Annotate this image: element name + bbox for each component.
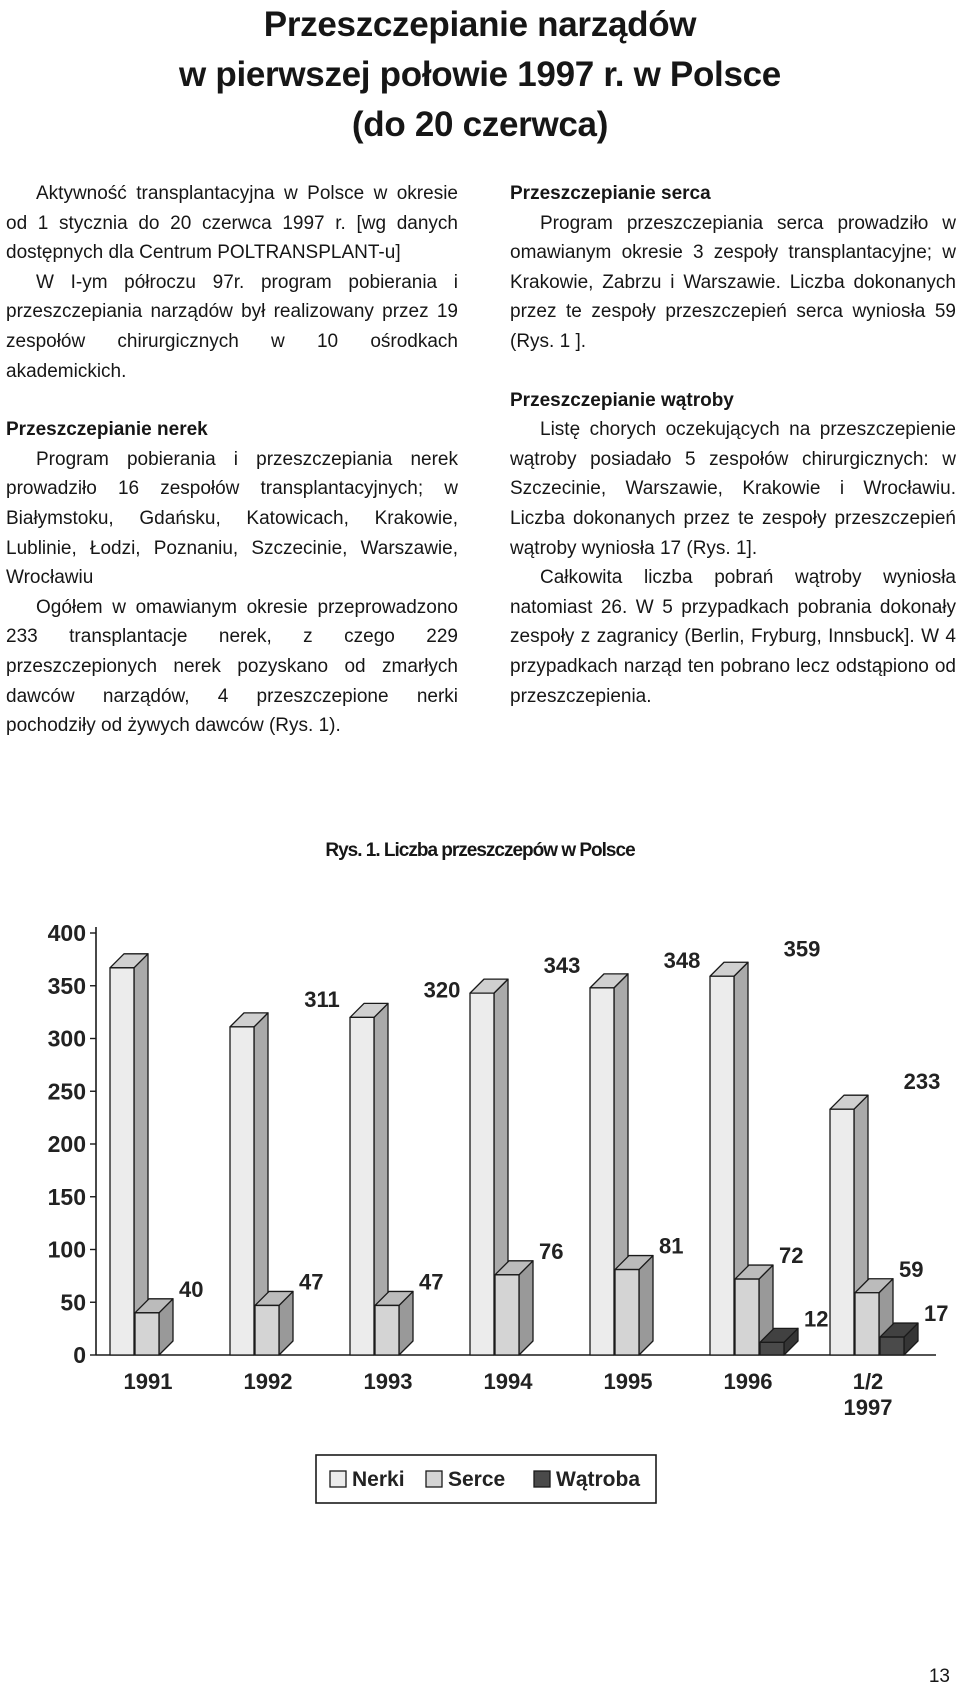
liver-paragraph-1: Listę chorych oczekujących na przeszczepienie wątroby posiadało 5 zespołów chirurgicznych: w Szczecinie, Warszawie, Krakowie i Wrocławiu. Liczba dokonanych przez te zespoły przeszczepień wątroby wyniosła 17 (Rys. 1].	[510, 419, 956, 559]
value-label-serce: 72	[779, 1243, 804, 1269]
legend-label-serce: Serce	[448, 1468, 506, 1491]
x-tick-label: 1992	[243, 1369, 293, 1394]
right-column	[510, 179, 956, 711]
bar-serce-1	[135, 1299, 173, 1355]
y-tick-label: 350	[47, 972, 86, 999]
y-tick-label: 150	[47, 1183, 86, 1210]
y-tick-label: 250	[47, 1078, 86, 1105]
x-tick-label: 1/2	[852, 1369, 884, 1394]
x-tick-label: 1993	[363, 1369, 413, 1394]
page-title	[100, 0, 860, 150]
title-line-2: w pierwszej połowie 1997 r. w Polsce	[179, 55, 781, 94]
bar-serce-2	[255, 1291, 293, 1355]
liver-heading: Przeszczepianie wątroby	[510, 389, 734, 411]
kidney-heading: Przeszczepianie nerek	[6, 419, 208, 441]
value-label-nerki: 359	[783, 936, 821, 962]
x-tick-label: 1995	[603, 1369, 653, 1394]
value-label-nerki: 320	[423, 977, 461, 1003]
y-tick-label: 50	[60, 1289, 86, 1316]
bar-serce-4	[495, 1261, 533, 1355]
y-tick-label: 0	[73, 1342, 86, 1368]
title-line-3: (do 20 czerwca)	[351, 105, 609, 144]
title-line-1: Przeszczepianie narządów	[263, 5, 697, 44]
legend-label-watroba: Wątroba	[556, 1468, 640, 1491]
intro-paragraph-1: Aktywność transplantacyjna w Polsce w okresie od 1 stycznia do 20 czerwca 1997 r. [wg danych dostępnych dla Centrum POLTRANSPLANT-u]	[6, 183, 458, 264]
intro-paragraph-2: W I-ym półroczu 97r. program pobierania i przeszczepiania narządów był realizowany przez 19 zespołów chirurgicznych w 10 ośrodkach akademickich.	[6, 271, 458, 382]
x-tick-label: 1991	[123, 1369, 173, 1394]
y-tick-label: 400	[47, 920, 86, 946]
value-label-serce: 40	[179, 1276, 204, 1302]
value-label-serce: 81	[659, 1233, 684, 1259]
left-column	[6, 179, 458, 741]
legend-swatch-nerki	[330, 1471, 346, 1487]
legend-swatch-serce	[426, 1471, 442, 1487]
liver-paragraph-2: Całkowita liczba pobrań wątroby wyniosła natomiast 26. W 5 przypadkach pobrania dokonały zespoły z zagranicy (Berlin, Fryburg, Innsbuck]. W 4 przypadkach narząd ten pobrano lecz odstąpiono od przeszczepienia.	[510, 567, 956, 707]
value-label-nerki: 348	[663, 947, 701, 973]
y-tick-label: 100	[47, 1236, 86, 1263]
legend-label-nerki: Nerki	[352, 1468, 405, 1491]
value-label-serce: 59	[899, 1256, 924, 1282]
value-label-watroba: 17	[924, 1301, 949, 1327]
legend-swatch-watroba	[534, 1471, 550, 1487]
heart-paragraph: Program przeszczepiania serca prowadziło w omawianym okresie 3 zespoły transplantacyjne; w Krakowie, Zabrzu i Warszawie. Liczba dokonanych przez te zespoły przeszczepień serca wyniosła 59 (Rys. 1 ].	[510, 212, 956, 352]
page-number: 13	[928, 1666, 950, 1687]
value-label-serce: 47	[299, 1269, 324, 1295]
bar-serce-3	[375, 1291, 413, 1355]
bar-nerki-1	[110, 954, 148, 1355]
value-label-serce: 76	[539, 1238, 564, 1264]
x-tick-label: 1994	[483, 1369, 533, 1394]
bar-serce-5	[615, 1256, 653, 1355]
value-label-nerki: 233	[903, 1069, 941, 1095]
kidney-paragraph-1: Program pobierania i przeszczepiania nerek prowadziło 16 zespołów transplantacyjnych; w Białymstoku, Gdańsku, Katowicach, Krakowie, Lublinie, Łodzi, Poznaniu, Szczecinie, Warszawie, Wrocławiu	[6, 448, 458, 589]
transplant-bar-chart	[0, 880, 960, 1600]
kidney-paragraph-2: Ogółem w omawianym okresie przeprowadzono 233 transplantacje nerek, z czego 229 przeszczepionych nerek pozyskano od zmarłych dawców narządów, 4 przeszczepione nerki pochodziły od żywych dawców (Rys. 1).	[6, 596, 458, 737]
x-tick-label: 1997	[843, 1395, 893, 1420]
value-label-nerki: 343	[543, 953, 581, 979]
figure-caption: Rys. 1. Liczba przeszczepów w Polsce	[325, 840, 635, 861]
y-tick-label: 300	[47, 1025, 86, 1052]
value-label-watroba: 12	[804, 1306, 829, 1332]
value-label-serce: 47	[419, 1269, 444, 1295]
value-label-nerki: 311	[304, 986, 340, 1012]
y-tick-label: 200	[47, 1131, 86, 1157]
x-tick-label: 1996	[723, 1369, 773, 1394]
heart-heading: Przeszczepianie serca	[510, 183, 711, 204]
